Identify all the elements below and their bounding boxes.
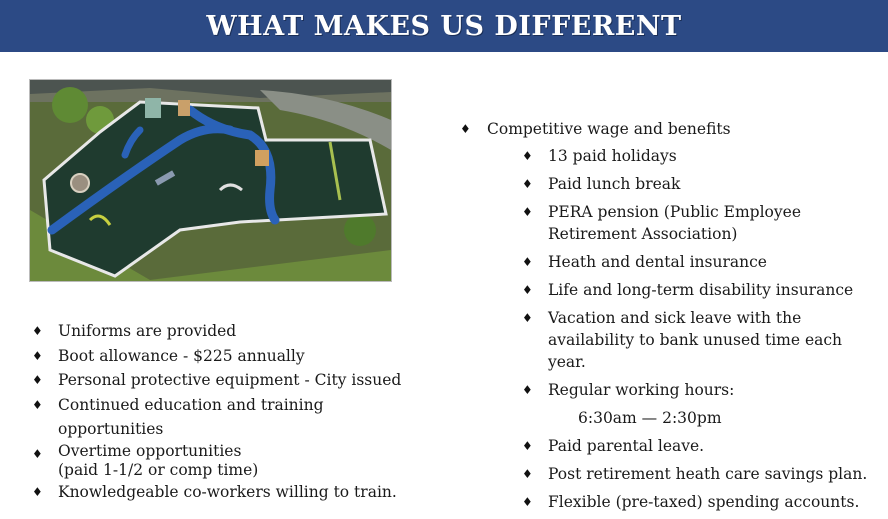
list-item-text: Overtime opportunities — [58, 441, 242, 460]
list-item — [520, 145, 880, 167]
benefits-sublist — [520, 145, 880, 519]
working-hours: 6:30am — 2:30pm — [578, 409, 722, 427]
list-item-text: Heath and dental insurance — [548, 253, 767, 271]
list-item — [459, 118, 879, 140]
diamond-bullet-icon: ♦ — [522, 467, 533, 481]
diamond-bullet-icon: ♦ — [522, 439, 533, 453]
list-item — [520, 435, 880, 457]
list-item-text: Paid lunch break — [548, 175, 681, 193]
diamond-bullet-icon: ♦ — [32, 446, 43, 461]
header-banner — [0, 0, 888, 52]
diamond-bullet-icon: ♦ — [32, 324, 43, 338]
diamond-bullet-icon: ♦ — [522, 495, 533, 509]
list-item — [30, 319, 430, 344]
list-item-text: Uniforms are provided — [58, 322, 237, 340]
diamond-bullet-icon: ♦ — [32, 348, 43, 363]
list-item-text: PERA pension (Public Employee Retirement Association) — [548, 203, 801, 243]
list-item — [30, 442, 430, 480]
list-item — [30, 393, 430, 442]
right-benefits-list — [459, 118, 879, 140]
diamond-bullet-icon: ♦ — [522, 311, 533, 325]
diamond-bullet-icon: ♦ — [522, 177, 533, 191]
list-item-text: Continued education and training opportunities — [58, 395, 324, 438]
diamond-bullet-icon: ♦ — [522, 205, 533, 219]
list-item-text: Knowledgeable co-workers willing to train. — [58, 482, 397, 501]
list-item — [520, 201, 880, 245]
playground-aerial-image — [30, 80, 391, 281]
list-item-text: Vacation and sick leave with the availability to bank unused time each year. — [548, 309, 843, 371]
list-item-text: Flexible (pre-taxed) spending accounts. — [548, 493, 860, 511]
list-item-text: Life and long-term disability insurance — [548, 281, 854, 299]
list-item — [520, 173, 880, 195]
diamond-bullet-icon: ♦ — [460, 122, 471, 136]
list-item — [30, 368, 430, 393]
diamond-bullet-icon: ♦ — [32, 484, 43, 499]
diamond-bullet-icon: ♦ — [522, 383, 533, 397]
overtime-note: (paid 1-1/2 or comp time) — [58, 460, 259, 479]
list-item — [30, 480, 430, 505]
benefits-heading: Competitive wage and benefits — [487, 120, 731, 138]
diamond-bullet-icon: ♦ — [32, 397, 43, 412]
list-item-text: 13 paid holidays — [548, 147, 677, 165]
diamond-bullet-icon: ♦ — [522, 283, 533, 297]
list-item-text: Boot allowance - $225 annually — [58, 346, 305, 365]
list-item-text: Paid parental leave. — [548, 437, 705, 455]
list-item-text: Regular working hours: — [548, 381, 735, 399]
list-item — [520, 251, 880, 273]
playground-photo — [29, 79, 392, 282]
page-title: WHAT MAKES US DIFFERENT — [206, 10, 682, 42]
list-item-text: Personal protective equipment - City issued — [58, 371, 402, 389]
list-item — [520, 491, 880, 513]
list-item — [520, 379, 880, 429]
diamond-bullet-icon: ♦ — [522, 149, 533, 163]
list-item — [520, 279, 880, 301]
list-item-text: Post retirement heath care savings plan. — [548, 465, 868, 483]
list-item — [520, 463, 880, 485]
diamond-bullet-icon: ♦ — [32, 373, 43, 387]
diamond-bullet-icon: ♦ — [522, 255, 533, 269]
list-item — [30, 344, 430, 369]
list-item — [520, 307, 880, 373]
left-benefits-list — [30, 319, 430, 504]
